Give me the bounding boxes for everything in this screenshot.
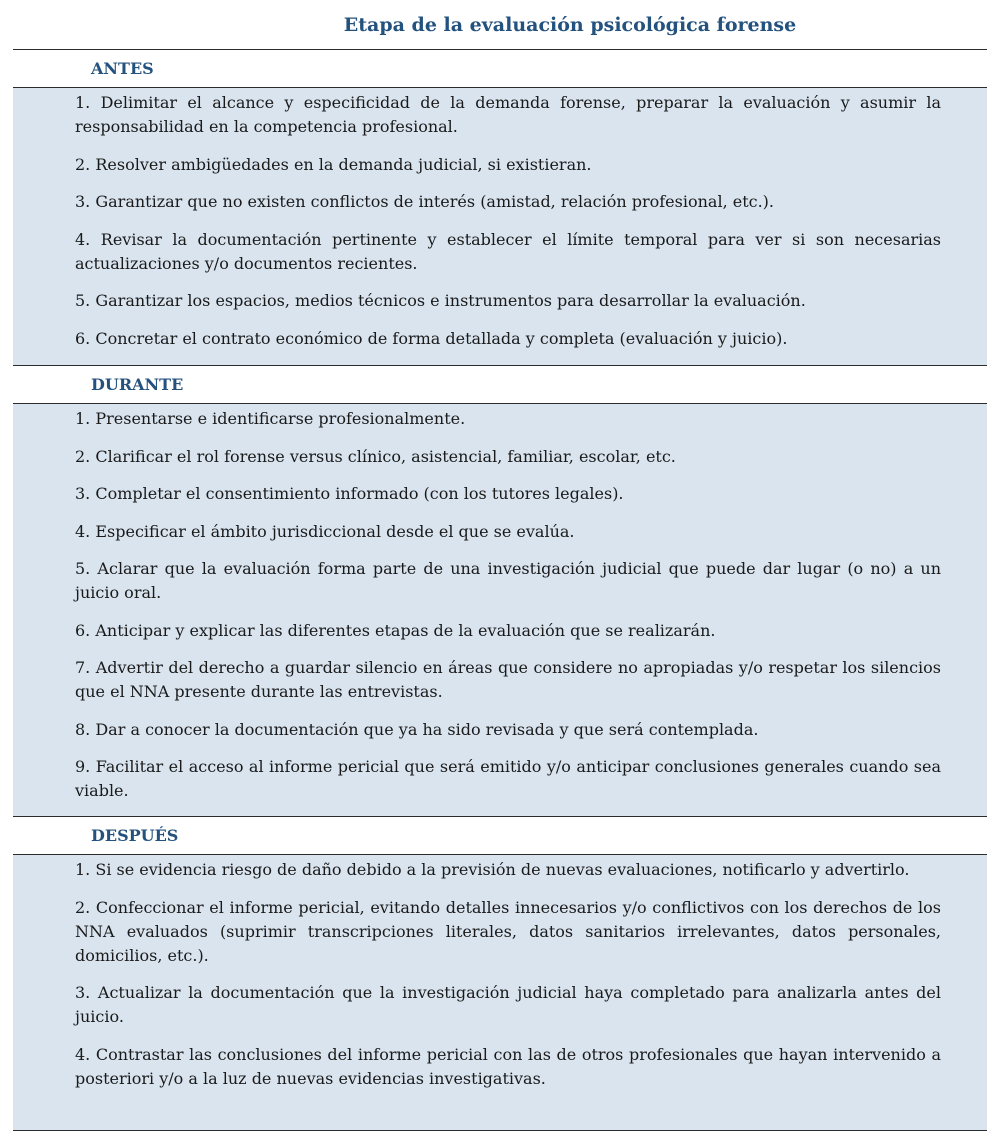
list-item: 2. Resolver ambigüedades en la demanda judicial, si existieran.	[75, 154, 592, 174]
list-item: 7. Advertir del derecho a guardar silencio en áreas que considere no apropiadas y/o respetar los silencios que el NNA presente durante las entrevistas.	[75, 658, 941, 701]
section-header-despues: DESPUÉS	[13, 817, 987, 855]
list-item: 6. Anticipar y explicar las diferentes etapas de la evaluación que se realizarán.	[75, 620, 716, 640]
list-item: 5. Aclarar que la evaluación forma parte de una investigación judicial que puede dar lugar (o no) a un juicio oral.	[75, 559, 941, 602]
section-body-antes	[13, 88, 987, 366]
table-title: Etapa de la evaluación psicológica forense	[343, 13, 797, 36]
list-item: 2. Clarificar el rol forense versus clínico, asistencial, familiar, escolar, etc.	[75, 446, 676, 466]
list-item: 5. Garantizar los espacios, medios técnicos e instrumentos para desarrollar la evaluación.	[75, 291, 806, 310]
list-item: 3. Actualizar la documentación que la investigación judicial haya completado para analizarla antes del juicio.	[75, 983, 941, 1026]
list-item: 6. Concretar el contrato económico de forma detallada y completa (evaluación y juicio).	[75, 328, 788, 348]
list-item: 8. Dar a conocer la documentación que ya ha sido revisada y que será contemplada.	[75, 719, 759, 739]
section-header-antes: ANTES	[13, 50, 987, 88]
list-item: 1. Presentarse e identificarse profesionalmente.	[75, 409, 466, 428]
section-body-despues	[13, 855, 987, 1131]
list-item: 1. Si se evidencia riesgo de daño debido a la previsión de nuevas evaluaciones, notificarlo y advertirlo.	[75, 860, 910, 879]
list-item: 2. Confeccionar el informe pericial, evitando detalles innecesarios y/o conflictivos con los derechos de los NNA evaluados (suprimir transcripciones literales, datos sanitarios irrelevantes, datos personales, domicilios, etc.).	[75, 897, 941, 965]
list-item: 3. Completar el consentimiento informado (con los tutores legales).	[75, 484, 624, 503]
table-title-row	[13, 0, 987, 50]
evaluation-stages-table	[13, 0, 987, 1131]
list-item: 4. Especificar el ámbito jurisdiccional desde el que se evalúa.	[75, 521, 575, 541]
section-body-durante	[13, 404, 987, 817]
list-item: 1. Delimitar el alcance y especificidad de la demanda forense, preparar la evaluación y asumir la responsabilidad en la competencia profesional.	[75, 93, 941, 136]
list-item: 4. Contrastar las conclusiones del informe pericial con las de otros profesionales que hayan intervenido a posteriori y/o a la luz de nuevas evidencias investigativas.	[75, 1044, 941, 1088]
list-item: 3. Garantizar que no existen conflictos de interés (amistad, relación profesional, etc.).	[75, 192, 775, 211]
list-item: 4. Revisar la documentación pertinente y establecer el límite temporal para ver si son necesarias actualizaciones y/o documentos recientes.	[75, 229, 941, 273]
list-item: 9. Facilitar el acceso al informe pericial que será emitido y/o anticipar conclusiones generales cuando sea viable.	[75, 757, 941, 800]
section-header-durante: DURANTE	[13, 366, 987, 404]
